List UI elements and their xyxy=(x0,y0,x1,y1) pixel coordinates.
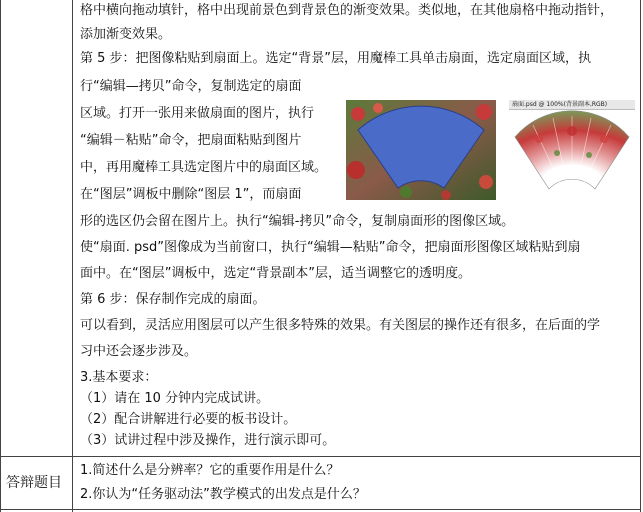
content-line: “编辑－粘贴”命令，把扇面粘贴到图片 xyxy=(80,133,302,148)
content-line: 中，再用魔棒工具选定图片中的扇面区域。 xyxy=(80,160,328,175)
content-line: 形的选区仍会留在图片上。执行“编辑-拷贝”命令，复制扇面形的图像区域。 xyxy=(80,214,515,229)
content-line: 在“图层”调板中删除“图层 1”，而扇面 xyxy=(80,187,302,202)
content-line: 格中横向拖动填针，格中出现前景色到背景色的渐变效果。类似地，在其他扇格中拖动指针， xyxy=(80,3,614,18)
content-line: 第 5 步：把图像粘贴到扇面上。选定“背景”层，用魔棒工具单击扇面，选定扇面区域，执 xyxy=(80,51,592,66)
content-line: 添加渐变效果。 xyxy=(80,27,172,42)
content-line: （2）配合讲解进行必要的板书设计。 xyxy=(80,412,297,427)
content-line: 可以看到，灵活应用图层可以产生很多特殊的效果。有关图层的操作还有很多，在后面的学 xyxy=(80,318,601,333)
table-left-border xyxy=(0,0,1,512)
fan-selection-image xyxy=(346,100,496,200)
content-line: 区域。打开一张用来做扇面的图片，执行 xyxy=(80,106,315,121)
content-line: （1）请在 10 分钟内完成试讲。 xyxy=(80,391,270,406)
content-line: 3.基本要求： xyxy=(80,370,158,385)
table-bottom-border xyxy=(0,509,641,510)
content-line: 习中还会逐步涉及。 xyxy=(80,344,198,359)
content-line: 第 6 步：保存制作完成的扇面。 xyxy=(80,292,266,307)
table-right-border xyxy=(640,0,641,512)
table-row-divider xyxy=(0,456,641,457)
red-fan-illustration xyxy=(509,109,635,194)
table-column-divider xyxy=(72,0,73,512)
qa-question: 2.你认为“任务驱动法”教学模式的出发点是什么？ xyxy=(80,487,366,502)
content-line: 面中。在“图层”调板中，选定“背景副本”层，适当调整它的透明度。 xyxy=(80,266,471,281)
window-title: 扇面.psd @ 100%(背景副本,RGB) xyxy=(512,101,608,108)
content-line: （3）试讲过程中涉及操作，进行演示即可。 xyxy=(80,433,336,448)
qa-section-label: 答辩题目 xyxy=(6,475,62,491)
content-line: 使“扇面. psd”图像成为当前窗口，执行“编辑—粘贴”命令，把扇面形图像区域粘贴到扇 xyxy=(80,240,581,255)
qa-question: 1.简述什么是分辨率？它的重要作用是什么？ xyxy=(80,463,340,478)
fan-on-photo-illustration xyxy=(346,100,496,200)
photoshop-window-image xyxy=(509,100,635,194)
content-line: 行“编辑—拷贝”命令，复制选定的扇面 xyxy=(80,79,302,94)
